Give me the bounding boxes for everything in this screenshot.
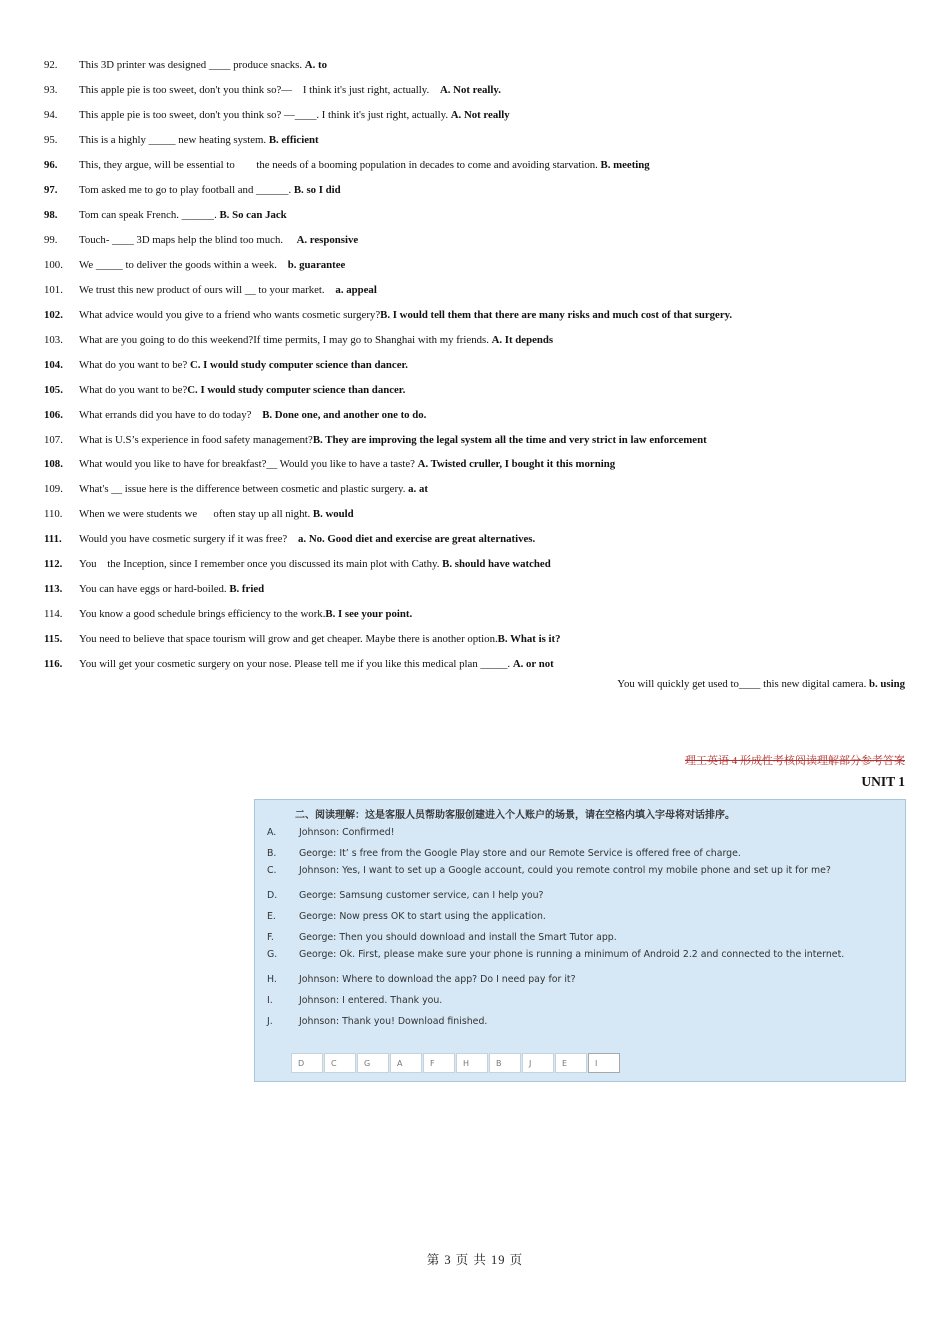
extra-question-line: [617, 678, 905, 690]
question-answer: B. I would tell them that there are many risks and much cost of that surgery.: [380, 308, 733, 321]
question-text: Tom can speak French. ______.: [79, 209, 220, 222]
question-text: What's __ issue here is the difference between cosmetic and plastic surgery.: [79, 483, 409, 496]
option-text: George: Then you should download and install the Smart Tutor app.: [299, 932, 617, 943]
question-text: What errands did you have to do today?: [79, 408, 263, 421]
question-text: This apple pie is too sweet, don't you think so? —____. I think it's just right, actually.: [79, 109, 451, 122]
option-letter: C.: [267, 865, 277, 876]
question-text: What would you like to have for breakfast?__ Would you like to have a taste?: [79, 458, 418, 471]
question-number: 110.: [44, 508, 63, 521]
question-row: [44, 452, 914, 477]
question-row: [44, 253, 914, 278]
question-text: We _____ to deliver the goods within a week.: [79, 258, 288, 271]
page-footer: 第 3 页 共 19 页: [426, 1253, 524, 1267]
question-row: [44, 302, 914, 327]
dialogue-option: [267, 950, 892, 960]
unit-heading: UNIT 1: [861, 774, 905, 789]
question-row: [44, 103, 914, 128]
question-row: [44, 327, 914, 352]
question-answer: B. should have watched: [442, 558, 551, 571]
extra-question-text: You will quickly get used to____ this new digital camera.: [617, 678, 869, 690]
question-answer: C. I would study computer science than dancer.: [189, 358, 408, 371]
question-row: [44, 277, 914, 302]
question-answer: A. to: [304, 59, 327, 72]
question-row: [44, 652, 914, 677]
question-row: [44, 228, 914, 253]
answer-cell[interactable]: I: [588, 1053, 620, 1073]
question-number: 98.: [44, 209, 58, 222]
question-number: 97.: [44, 184, 58, 197]
question-number: 114.: [44, 608, 63, 621]
question-row: [44, 477, 914, 502]
question-text: You need to believe that space tourism will grow and get cheaper. Maybe there is another option.: [79, 633, 498, 646]
question-text: When we were students we often stay up all night.: [79, 508, 313, 521]
question-answer: B. efficient: [268, 134, 319, 147]
option-text: George: Samsung customer service, can I help you?: [299, 890, 544, 901]
question-row: [44, 502, 914, 527]
question-text: Touch- ____ 3D maps help the blind too much.: [79, 234, 297, 247]
option-letter: G.: [267, 949, 278, 960]
question-list: [44, 53, 914, 676]
option-text: Johnson: Confirmed!: [299, 827, 395, 838]
answer-cell[interactable]: H: [456, 1053, 488, 1073]
question-answer: B. So can Jack: [219, 209, 287, 222]
question-answer: A. Not really.: [439, 84, 501, 97]
struck-section-heading: 理工英语 4 形成性考核阅读理解部分参考答案: [685, 755, 905, 767]
option-letter: D.: [267, 890, 278, 901]
reading-exercise-panel: [254, 799, 906, 1082]
answer-cell[interactable]: J: [522, 1053, 554, 1073]
question-text: We trust this new product of ours will __ to your market.: [79, 283, 336, 296]
question-number: 95.: [44, 134, 58, 147]
answer-cell[interactable]: G: [357, 1053, 389, 1073]
question-row: [44, 352, 914, 377]
question-row: [44, 203, 914, 228]
option-text: George: It’ s free from the Google Play store and our Remote Service is offered free of charge.: [299, 848, 741, 859]
question-text: Tom asked me to go to play football and ______.: [79, 184, 294, 197]
question-number: 115.: [44, 633, 63, 646]
question-number: 116.: [44, 657, 63, 670]
question-row: [44, 78, 914, 103]
question-text: Would you have cosmetic surgery if it was free?: [79, 533, 299, 546]
option-letter: H.: [267, 974, 277, 985]
dialogue-option: [267, 828, 892, 838]
question-text: What do you want to be?: [79, 383, 188, 396]
question-number: 107.: [44, 433, 63, 446]
question-answer: B. would: [312, 508, 354, 521]
answer-cell[interactable]: B: [489, 1053, 521, 1073]
question-number: 112.: [44, 558, 63, 571]
dialogue-option: [267, 996, 892, 1006]
question-row: [44, 377, 914, 402]
question-answer: A. Not really: [450, 109, 510, 122]
question-answer: B. They are improving the legal system all the time and very strict in law enforcement: [312, 433, 707, 446]
question-row: [44, 153, 914, 178]
dialogue-option: [267, 849, 892, 859]
question-row: [44, 128, 914, 153]
question-answer: a. appeal: [335, 283, 377, 296]
question-text: You will get your cosmetic surgery on your nose. Please tell me if you like this medical plan _____.: [79, 657, 513, 670]
option-letter: I.: [267, 995, 273, 1006]
question-number: 94.: [44, 109, 58, 122]
question-number: 99.: [44, 234, 58, 247]
question-answer: B. so I did: [293, 184, 341, 197]
question-text: This 3D printer was designed ____ produce snacks.: [79, 59, 305, 72]
question-text: This is a highly _____ new heating system.: [79, 134, 269, 147]
dialogue-option: [267, 912, 892, 922]
question-row: [44, 527, 914, 552]
question-number: 104.: [44, 358, 63, 371]
question-text: What is U.S’s experience in food safety management?: [79, 433, 313, 446]
question-number: 105.: [44, 383, 63, 396]
option-text: George: Now press OK to start using the application.: [299, 911, 546, 922]
option-text: Johnson: Yes, I want to set up a Google account, could you remote control my mobile phone and set up it for me?: [299, 865, 831, 876]
question-text: This apple pie is too sweet, don't you think so?— I think it's just right, actually.: [79, 84, 440, 97]
answer-sequence-bar: [291, 1053, 621, 1073]
question-row: [44, 402, 914, 427]
question-answer: A. responsive: [296, 234, 359, 247]
question-answer: B. fried: [229, 583, 265, 596]
dialogue-option: [267, 933, 892, 943]
question-answer: B. What is it?: [497, 633, 561, 646]
question-text: What advice would you give to a friend who wants cosmetic surgery?: [79, 308, 381, 321]
question-answer: A. or not: [512, 657, 554, 670]
option-text: George: Ok. First, please make sure your phone is running a minimum of Android 2.2 and connected to the internet.: [299, 949, 845, 960]
question-number: 102.: [44, 308, 63, 321]
dialogue-option: [267, 975, 892, 985]
question-answer: A. It depends: [491, 333, 554, 346]
question-text: You know a good schedule brings efficiency to the work.: [79, 608, 326, 621]
question-number: 103.: [44, 333, 63, 346]
option-letter: A.: [267, 827, 277, 838]
dialogue-option: [267, 891, 892, 901]
question-row: [44, 577, 914, 602]
question-row: [44, 53, 914, 78]
question-text: You the Inception, since I remember once you discussed its main plot with Cathy.: [79, 558, 443, 571]
question-answer: B. I see your point.: [325, 608, 413, 621]
question-answer: C. I would study computer science than dancer.: [187, 383, 406, 396]
question-number: 101.: [44, 283, 63, 296]
question-text: This, they argue, will be essential to the needs of a booming population in decades to come and avoiding starvation.: [79, 159, 601, 172]
option-letter: B.: [267, 848, 277, 859]
question-row: [44, 602, 914, 627]
question-answer: a. at: [408, 483, 428, 496]
question-number: 113.: [44, 583, 63, 596]
option-text: Johnson: I entered. Thank you.: [299, 995, 443, 1006]
question-number: 93.: [44, 84, 58, 97]
question-text: You can have eggs or hard-boiled.: [79, 583, 230, 596]
question-number: 111.: [44, 533, 62, 546]
dialogue-option: [267, 866, 892, 876]
answer-cell[interactable]: C: [324, 1053, 356, 1073]
answer-cell[interactable]: F: [423, 1053, 455, 1073]
question-text: What do you want to be?: [79, 358, 190, 371]
question-number: 109.: [44, 483, 63, 496]
option-letter: F.: [267, 932, 274, 943]
answer-cell[interactable]: E: [555, 1053, 587, 1073]
question-answer: a. No. Good diet and exercise are great alternatives.: [298, 533, 536, 546]
question-row: [44, 627, 914, 652]
question-number: 92.: [44, 59, 58, 72]
question-number: 106.: [44, 408, 63, 421]
question-row: [44, 178, 914, 203]
question-row: [44, 552, 914, 577]
question-answer: B. meeting: [600, 159, 650, 172]
question-answer: B. Done one, and another one to do.: [262, 408, 427, 421]
answer-cell[interactable]: D: [291, 1053, 323, 1073]
answer-cell[interactable]: A: [390, 1053, 422, 1073]
question-number: 108.: [44, 458, 63, 471]
question-answer: A. Twisted cruller, I bought it this morning: [417, 458, 616, 471]
question-text: What are you going to do this weekend?If time permits, I may go to Shanghai with my friends.: [79, 333, 492, 346]
panel-title: 二、阅读理解：这是客服人员帮助客服创建进入个人账户的场景，请在空格内填入字母将对话排序。: [295, 810, 735, 821]
question-row: [44, 427, 914, 452]
dialogue-option: [267, 1017, 892, 1027]
extra-question-answer: b. using: [868, 678, 905, 690]
question-answer: b. guarantee: [287, 258, 346, 271]
question-number: 96.: [44, 159, 58, 172]
option-text: Johnson: Where to download the app? Do I need pay for it?: [299, 974, 576, 985]
option-letter: J.: [267, 1016, 273, 1027]
question-number: 100.: [44, 258, 63, 271]
option-text: Johnson: Thank you! Download finished.: [299, 1016, 488, 1027]
option-letter: E.: [267, 911, 276, 922]
